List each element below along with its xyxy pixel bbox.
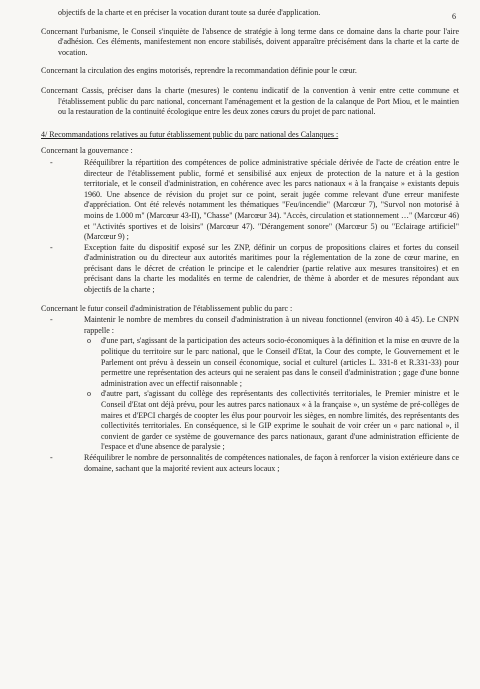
list-item-text: Maintenir le nombre de membres du conseil d'administration à un niveau fonctionnel (environ 40 à 45). Le CNPN rappelle : <box>84 315 459 335</box>
list-item: - Rééquilibrer le nombre de personnalités de compétences nationales, de façon à renforcer la vision extérieure dans ce domaine, sachant que la majorité revient aux acteurs locaux ; <box>66 453 459 474</box>
sub-list-item: o d'une part, s'agissant de la participation des acteurs socio-économiques à la définition et la mise en œuvre de la politique du territoire sur le parc national, que le Conseil d'Etat, la Cour des compte, le Gouvernement et le Parlement ont prévu à dessein un conseil économique, social et culturel (articles L. 331-8 et R.331-33) pour permettre une représentation des acteurs qui ne seraient pas dans le conseil d'administration ; gage d'une bonne administration avec un effectif raisonnable ; <box>84 336 459 389</box>
document-body <box>41 8 459 474</box>
paragraph-circulation: Concernant la circulation des engins motorisés, reprendre la recommandation définie pour le cœur. <box>41 66 357 76</box>
conseil-list <box>66 315 459 474</box>
gouvernance-list <box>66 158 459 296</box>
paragraph-vocation: objectifs de la charte et en préciser la vocation durant toute sa durée d'application. <box>58 8 321 17</box>
page-number: 6 <box>452 12 456 21</box>
section-title: 4/ Recommandations relatives au futur établissement public du parc national des Calanques : <box>41 129 339 139</box>
paragraph-cassis: Concernant Cassis, préciser dans la charte (mesures) le contenu indicatif de la convention à venir entre cette commune et l'établissement public du parc national, concernant l'aménagement et la gestion de la calanque de Port Miou, et le maintien ou la restauration de la continuité écologique entre les deux zones cœurs du projet de parc national. <box>41 85 459 117</box>
list-item: - Exception faite du dispositif exposé sur les ZNP, définir un corpus de propositions claires et fortes du conseil d'administration ou du directeur aux autorités maritimes pour la réglementation de la zone de cœur marine, en précisant dans le décret de création le principe et le calendrier (partie relative aux mesures transitoires) et en précisant dans la charte les modalités en terme de calendrier, de thème à aborder et de mesures répondant aux objectifs de la charte ; <box>66 243 459 296</box>
gouvernance-label: Concernant la gouvernance : <box>41 146 133 156</box>
sub-list-item: o d'autre part, s'agissant du collège des représentants des collectivités territoriales, le Premier ministre et le Conseil d'Etat ont déjà prévu, pour les autres parcs nationaux « à la française », un système de pré-collèges de maires et d'EPCI chargés de coopter les élus pour pourvoir les sièges, en nombre limités, des représentants des collectivités territoriales. En conséquence, si le GIP exprime le souhait de voir créer un « parc national », il convient de garder ce système de gouvernance des parcs nationaux, garant d'une administration efficiente de l'espace et d'une absence de paralysie ; <box>84 389 459 453</box>
paragraph-urbanisme: Concernant l'urbanisme, le Conseil s'inquiète de l'absence de stratégie à long terme dans ce domaine dans la charte pour l'aire d'adhésion. Ces éléments, manifestement non encore stabilisés, doivent apparaître précisément dans la charte et la carte de vocation. <box>41 26 459 57</box>
conseil-label: Concernant le futur conseil d'administration de l'établissement public du parc : <box>41 303 293 313</box>
conseil-sublist <box>84 336 459 453</box>
list-item: - Rééquilibrer la répartition des compétences de police administrative spéciale dérivée de l'acte de création entre le directeur de l'établissement public, formé et sensibilisé aux enjeux de protection de la nature et à la gestion territoriale, et le conseil d'administration, en cohérence avec les parcs nationaux « à la française » existants depuis 1960. Une absence de révision du projet sur ce point, serait jugée comme relevant d'une erreur manifeste d'appréciation. Ont été relevés notamment les thématiques "Feu/incendie" (Marcœur 7), "Survol non motorisé à moins de 1.000 m" (Marcœur 43-II), "Chasse" (Marcœur 34). "Accès, circulation et stationnement …" (Marcœur 46) et "Activités sportives et de loisirs" (Marcœur 47). "Dérangement sonore" (Marcœur 5) ou "Eclairage artificiel" (Marcœur 9) ; <box>66 158 459 243</box>
list-item <box>66 315 459 453</box>
